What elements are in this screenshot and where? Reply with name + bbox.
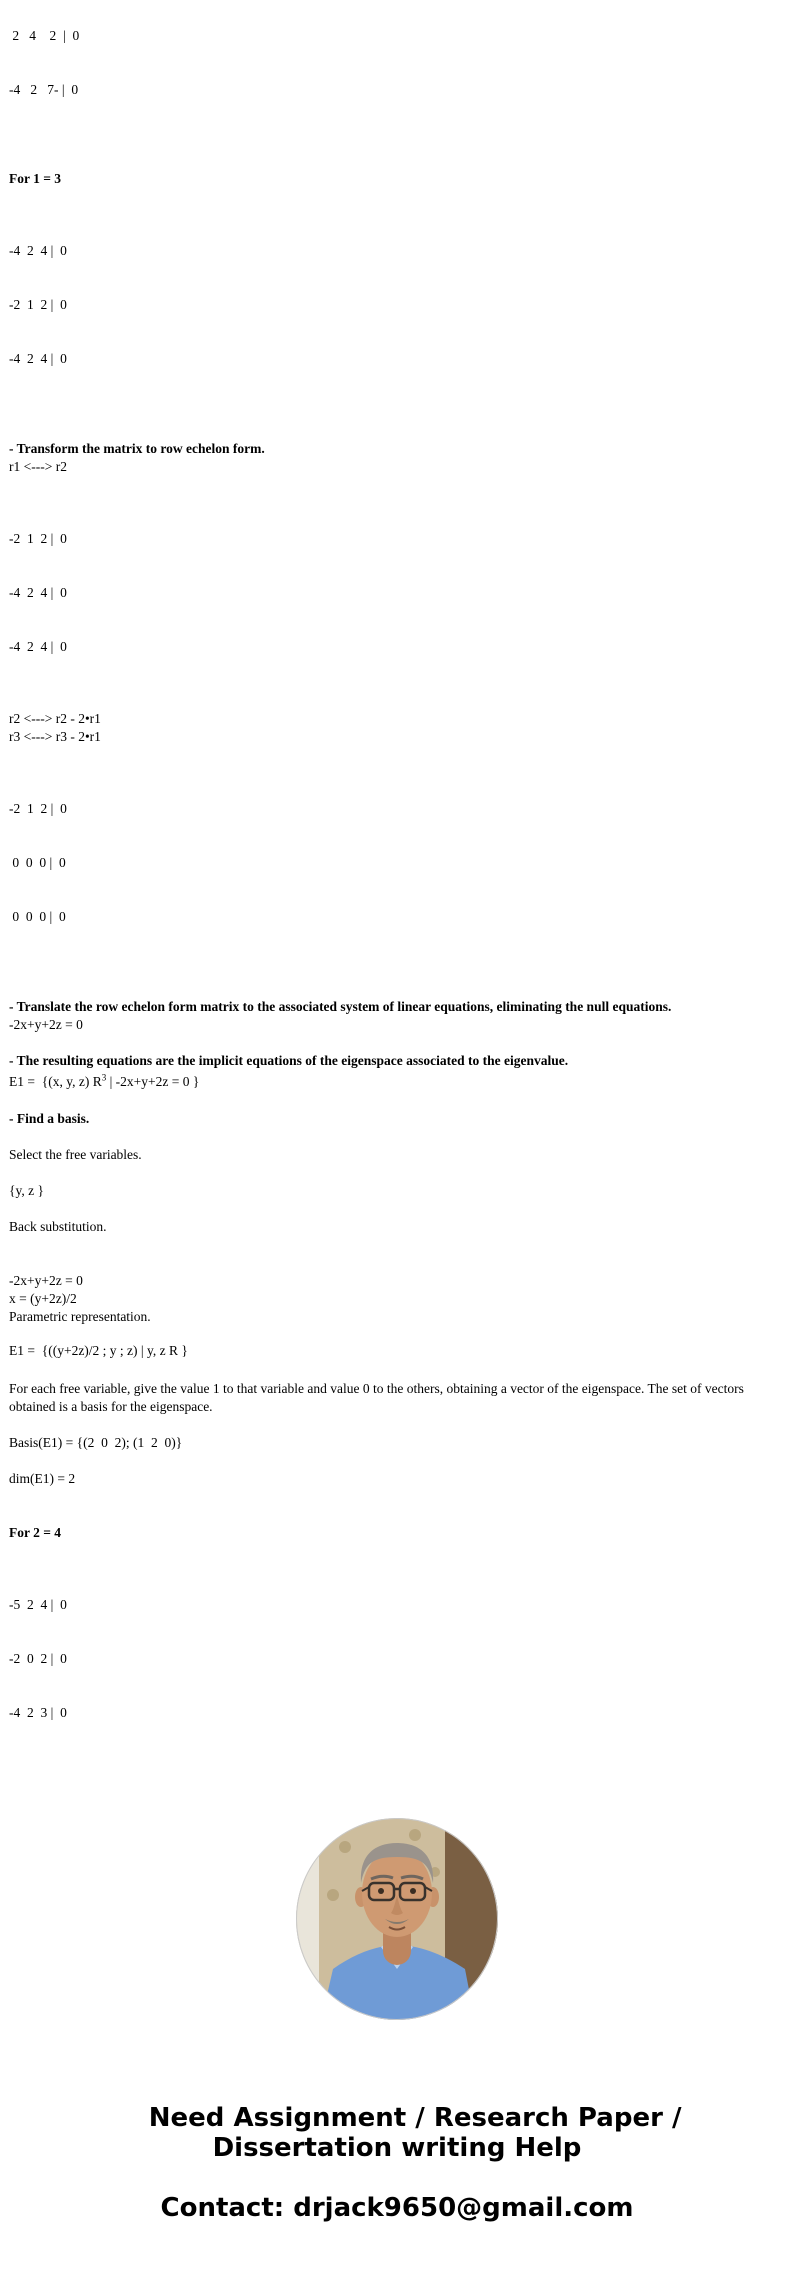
footer-ad	[9, 2073, 785, 2283]
eigenspace-definition	[9, 1072, 785, 1092]
photo-container	[9, 1817, 785, 2021]
matrix-row: -4 2 4 | 0	[9, 585, 67, 600]
select-free-variables: Select the free variables.	[9, 1147, 142, 1162]
cut-matrix-row: 2 4 2 | 0	[9, 28, 80, 43]
free-variable-paragraph: For each free variable, give the value 1 to that variable and value 0 to the others, obtaining a vector of the eigenspace. The set of vectors obtained is a basis for the eigenspace.	[9, 1381, 748, 1414]
matrix-row: -4 2 4 | 0	[9, 243, 67, 258]
dimension-result: dim(E1) = 2	[9, 1471, 76, 1486]
matrix-row: -2 1 2 | 0	[9, 801, 67, 816]
matrix-3	[9, 764, 785, 962]
exponent: 3	[101, 1072, 107, 1083]
resulting-equations-heading: - The resulting equations are the implicit equations of the eigenspace associated to the eigenvalue.	[9, 1053, 569, 1068]
free-variables-set: {y, z }	[9, 1183, 44, 1198]
footer-help-text: Need Assignment / Research Paper / Dissertation writing Help	[148, 2103, 691, 2163]
eigenspace-parametric: E1 = {((y+2z)/2 ; y ; z) | y, z R }	[9, 1343, 188, 1358]
matrix-row: -4 2 4 | 0	[9, 639, 67, 654]
matrix-row: -4 2 4 | 0	[9, 351, 67, 366]
matrix-row: 0 0 0 | 0	[9, 909, 66, 924]
matrix-row: -2 1 2 | 0	[9, 531, 67, 546]
for-eigenvalue-2-heading: For 2 = 4	[9, 1525, 62, 1540]
equation-back-sub: -2x+y+2z = 0	[9, 1273, 83, 1288]
cut-matrix-row: -4 2 7- | 0	[9, 82, 79, 97]
matrix-row: -2 0 2 | 0	[9, 1651, 67, 1666]
matrix-1	[9, 206, 785, 404]
basis-result: Basis(E1) = {(2 0 2); (1 2 0)}	[9, 1435, 183, 1450]
cut-matrix	[9, 0, 785, 135]
row-operation-swap: r1 <---> r2	[9, 459, 67, 474]
equation-x: x = (y+2z)/2	[9, 1291, 77, 1306]
equation-implicit: -2x+y+2z = 0	[9, 1017, 83, 1032]
find-basis-heading: - Find a basis.	[9, 1111, 90, 1126]
eigenspace-def-post: | -2x+y+2z = 0 }	[106, 1074, 200, 1089]
row-operation-r2: r2 <---> r2 - 2•r1	[9, 711, 101, 726]
matrix-row: -4 2 3 | 0	[9, 1705, 67, 1720]
transform-heading: - Transform the matrix to row echelon form.	[9, 441, 265, 456]
matrix-row: -5 2 4 | 0	[9, 1597, 67, 1612]
for-eigenvalue-1-heading: For 1 = 3	[9, 171, 62, 186]
back-substitution: Back substitution.	[9, 1219, 107, 1234]
footer-contact-email: Contact: drjack9650@gmail.com	[160, 2193, 634, 2223]
instructor-photo	[295, 1817, 499, 2021]
parametric-representation-label: Parametric representation.	[9, 1309, 151, 1324]
translate-heading: - Translate the row echelon form matrix to the associated system of linear equations, eliminating the null equations.	[9, 999, 672, 1014]
matrix-4	[9, 1560, 785, 1758]
matrix-row: -2 1 2 | 0	[9, 297, 67, 312]
matrix-row: 0 0 0 | 0	[9, 855, 66, 870]
eigenspace-def-pre: E1 = {(x, y, z) R	[9, 1074, 102, 1089]
row-operation-r3: r3 <---> r3 - 2•r1	[9, 729, 101, 744]
matrix-2	[9, 494, 785, 692]
